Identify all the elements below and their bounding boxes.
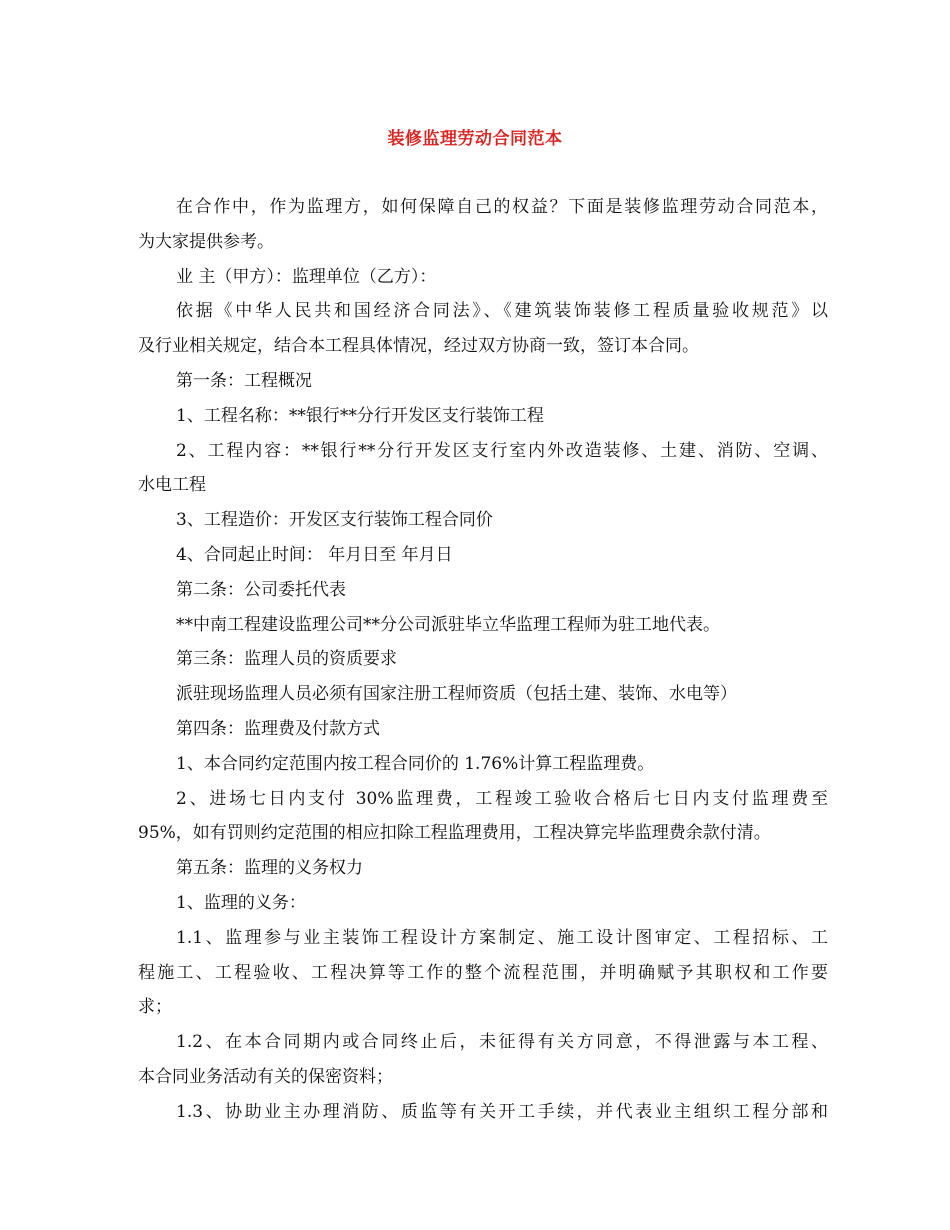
text-line: 4、合同起止时间： 年月日至 年月日	[176, 544, 453, 565]
text-line: 第一条：工程概况	[176, 370, 312, 391]
text-line: 1、本合同约定范围内按工程合同价的 1.76%计算工程监理费。	[176, 753, 655, 774]
text-line: 1.2、在本合同期内或合同终止后，未征得有关方同意，不得泄露与本工程、	[176, 1032, 828, 1053]
text-line: 1.3、协助业主办理消防、质监等有关开工手续，并代表业主组织工程分部和	[176, 1101, 828, 1122]
text-line: 派驻现场监理人员必须有国家注册工程师资质（包括土建、装饰、水电等）	[176, 684, 737, 705]
document-title: 装修监理劳动合同范本	[387, 129, 563, 149]
text-line: 1、工程名称：**银行**分行开发区支行装饰工程	[176, 405, 544, 426]
text-line: 求；	[138, 997, 172, 1018]
text-line: 3、工程造价：开发区支行装饰工程合同价	[176, 510, 493, 531]
text-line: 第五条：监理的义务权力	[176, 858, 363, 879]
text-line: 第四条：监理费及付款方式	[176, 718, 380, 739]
text-line: 业 主（甲方）：监理单位（乙方）：	[176, 266, 437, 287]
text-line: 95%，如有罚则约定范围的相应扣除工程监理费用，工程决算完毕监理费余款付清。	[138, 823, 771, 844]
text-line: 为大家提供参考。	[138, 231, 274, 252]
text-line: 1、监理的义务：	[176, 892, 306, 913]
text-line: 1.1、监理参与业主装饰工程设计方案制定、施工设计图审定、工程招标、工	[176, 927, 828, 948]
text-line: 2、进场七日内支付 30%监理费，工程竣工验收合格后七日内支付监理费至	[176, 788, 828, 809]
text-line: **中南工程建设监理公司**分公司派驻毕立华监理工程师为驻工地代表。	[176, 614, 720, 635]
text-line: 2、工程内容：**银行**分行开发区支行室内外改造装修、土建、消防、空调、	[176, 440, 828, 461]
text-line: 本合同业务活动有关的保密资料；	[138, 1066, 393, 1087]
text-line: 依据《中华人民共和国经济合同法》、《建筑装饰装修工程质量验收规范》以	[176, 301, 828, 322]
text-line: 水电工程	[138, 475, 206, 496]
text-line: 在合作中，作为监理方，如何保障自己的权益？下面是装修监理劳动合同范本，	[176, 197, 828, 217]
text-line: 第二条：公司委托代表	[176, 579, 346, 600]
text-line: 程施工、工程验收、工程决算等工作的整个流程范围，并明确赋予其职权和工作要	[138, 962, 828, 983]
text-line: 第三条：监理人员的资质要求	[176, 649, 397, 670]
text-line: 及行业相关规定，结合本工程具体情况，经过双方协商一致，签订本合同。	[138, 336, 699, 357]
document-body	[138, 190, 828, 1130]
